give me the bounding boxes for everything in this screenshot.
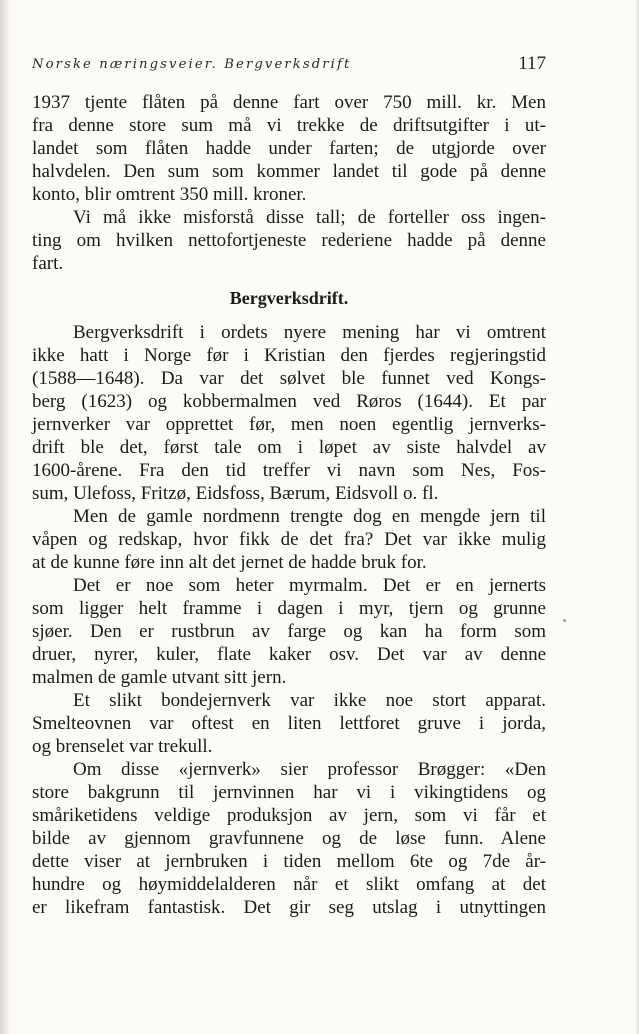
paragraph (32, 206, 546, 275)
text-line: Om disse «jernverk» sier professor Brøgger: «Den (73, 759, 546, 780)
text-line: 1600-årene. Fra den tid treffer vi navn som Nes, Fos- (32, 460, 546, 481)
text-line: Men de gamle nordmenn trengte dog en mengde jern til (73, 506, 546, 527)
page-binding-shadow (0, 0, 10, 1034)
text-line: Det er noe som heter myrmalm. Det er en jernerts (73, 575, 546, 596)
text-line: Smelteovnen var oftest en liten lettforet gruve i jorda, (32, 713, 546, 734)
text-line: Bergverksdrift i ordets nyere mening har vi omtrent (73, 322, 546, 343)
text-line: dette viser at jernbruken i tiden mellom 6te og 7de år- (32, 851, 546, 872)
text-line: halvdelen. Den sum som kommer landet til gode på denne (32, 161, 546, 182)
text-line: fra denne store sum må vi trekke de driftsutgifter i ut- (32, 115, 546, 136)
text-line: 1937 tjente flåten på denne fart over 750 mill. kr. Men (32, 92, 546, 113)
paragraph (32, 91, 546, 206)
paragraph (32, 689, 546, 758)
page-number: 117 (518, 53, 546, 74)
text-line: druer, nyrer, kuler, flate kaker osv. Det var av denne (32, 644, 546, 665)
text-line: at de kunne føre inn alt det jernet de hadde bruk for. (32, 552, 427, 573)
text-line: er likefram fantastisk. Det gir seg utslag i utnyttingen (32, 897, 546, 918)
body-text (32, 91, 546, 919)
print-speck (563, 619, 566, 622)
running-title: Norske næringsveier. Bergverksdrift (32, 57, 352, 72)
text-line: sjøer. Den er rustbrun av farge og kan ha form som (32, 621, 546, 642)
text-line: (1588—1648). Da var det sølvet ble funnet ved Kongs- (32, 368, 546, 389)
paragraph (32, 321, 546, 505)
section-heading: Bergverksdrift. (229, 288, 349, 308)
paragraph (32, 574, 546, 689)
text-line: sum, Ulefoss, Fritzø, Eidsfoss, Bærum, Eidsvoll o. fl. (32, 483, 439, 504)
text-line: ikke hatt i Norge før i Kristian den fjerdes regjeringstid (32, 345, 546, 366)
text-line: fart. (32, 253, 64, 274)
text-line: og brenselet var trekull. (32, 736, 213, 757)
text-line: som ligger helt framme i dagen i myr, tjern og grunne (32, 598, 546, 619)
text-line: våpen og redskap, hvor fikk de det fra? Det var ikke mulig (32, 529, 546, 550)
paragraph (32, 505, 546, 574)
page-edge-shadow (635, 0, 639, 1034)
text-line: malmen de gamle utvant sitt jern. (32, 667, 287, 688)
text-line: konto, blir omtrent 350 mill. kroner. (32, 184, 307, 205)
text-line: jernverker var opprettet før, men noen egentlig jernverks- (32, 414, 546, 435)
text-line: bilde av gjennom gravfunnene og de løse funn. Alene (32, 828, 546, 849)
text-line: Et slikt bondejernverk var ikke noe stort apparat. (73, 690, 546, 711)
paragraph (32, 758, 546, 919)
text-line: landet som flåten hadde under farten; de utgjorde over (32, 138, 546, 159)
text-line: ting om hvilken nettofortjeneste rederiene hadde på denne (32, 230, 546, 251)
text-line: småriketidens veldige produksjon av jern, som vi får et (32, 805, 546, 826)
text-line: store bakgrunn til jernvinnen har vi i vikingtidens og (32, 782, 546, 803)
text-line: Vi må ikke misforstå disse tall; de forteller oss ingen- (73, 207, 546, 228)
text-line: drift ble det, først tale om i løpet av siste halvdel av (32, 437, 546, 458)
text-line: berg (1623) og kobbermalmen ved Røros (1644). Et par (32, 391, 546, 412)
text-line: hundre og høymiddelalderen når et slikt omfang at det (32, 874, 546, 895)
running-header (32, 53, 546, 77)
